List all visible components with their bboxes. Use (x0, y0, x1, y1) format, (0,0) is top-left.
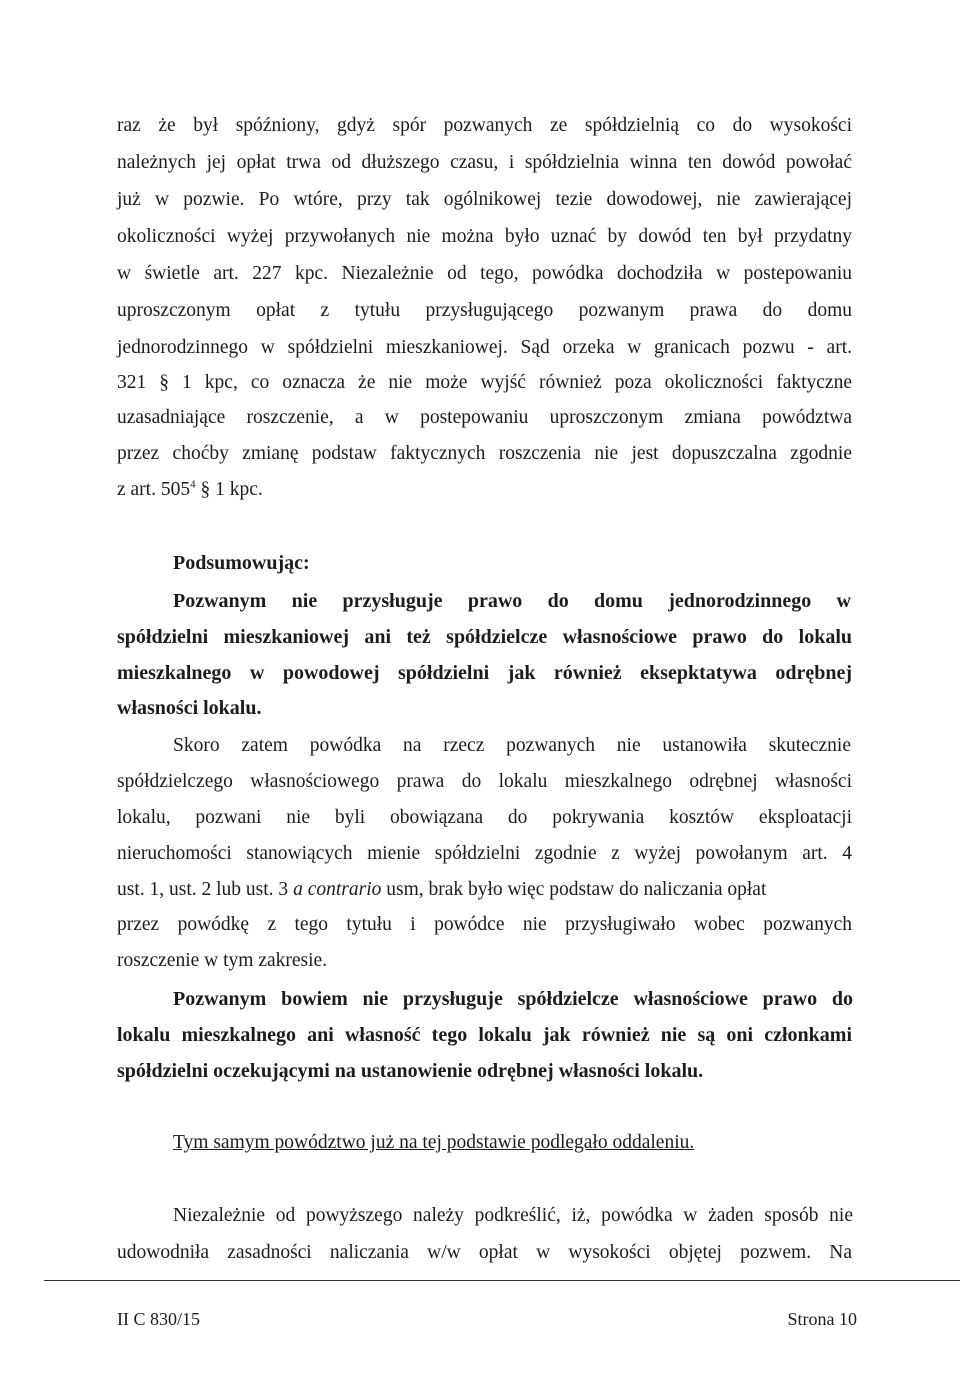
para2-line-5 (117, 877, 852, 903)
para3-line-1: Niezależnie od powyższego należy podkreślić, iż, powódka w żaden sposób nie (173, 1205, 853, 1226)
para2-line-2: spółdzielczego własnościowego prawa do lokalu mieszkalnego odrębnej własności (117, 771, 852, 792)
body-line-11-pre: z art. 505 (117, 479, 191, 500)
body-line-5: w świetle art. 227 kpc. Niezależnie od tego, powódka dochodziła w postepowaniu (117, 263, 852, 284)
para2-line-6: przez powódkę z tego tytułu i powódce nie przysługiwało wobec pozwanych (117, 914, 852, 935)
body-line-8: 321 § 1 kpc, co oznacza że nie może wyjść również poza okoliczności faktyczne (117, 372, 852, 393)
summary-line-1: Pozwanym nie przysługuje prawo do domu jednorodzinnego w (173, 590, 851, 612)
para2-line-7: roszczenie w tym zakresie. (117, 950, 328, 971)
body-line-10: przez choćby zmianę podstaw faktycznych roszczenia nie jest dopuszczalna zgodnie (117, 443, 852, 464)
para2-line-3: lokalu, pozwani nie byli obowiązana do pokrywania kosztów eksploatacji (117, 807, 852, 828)
para2-line-5-post: usm, brak było więc podstaw do naliczania opłat (381, 879, 767, 900)
body-line-7: jednorodzinnego w spółdzielni mieszkaniowej. Sąd orzeka w granicach pozwu - art. (117, 337, 852, 358)
body-line-11 (117, 477, 852, 503)
bold2-line-3: spółdzielni oczekującymi na ustanowienie odrębnej własności lokalu. (117, 1060, 704, 1082)
page-number: Strona 10 (787, 1309, 857, 1329)
bold2-line-2: lokalu mieszkalnego ani własność tego lokalu jak również nie są oni członkami (117, 1024, 852, 1046)
body-line-9: uzasadniające roszczenie, a w postepowaniu uproszczonym zmiana powództwa (117, 407, 852, 428)
case-number: II C 830/15 (117, 1309, 200, 1329)
body-line-11-post: § 1 kpc. (195, 479, 263, 500)
summary-heading: Podsumowując: (173, 552, 310, 574)
body-line-1: raz że był spóźniony, gdyż spór pozwanych ze spółdzielnią co do wysokości (117, 115, 852, 136)
para2-line-4: nieruchomości stanowiących mienie spółdzielni zgodnie z wyżej powołanym art. 4 (117, 843, 852, 864)
para2-line-1: Skoro zatem powódka na rzecz pozwanych nie ustanowiła skutecznie (173, 735, 851, 756)
summary-line-4: własności lokalu. (117, 697, 262, 719)
para2-line-5-pre: ust. 1, ust. 2 lub ust. 3 (117, 879, 294, 900)
para3-line-2: udowodniła zasadności naliczania w/w opłat w wysokości objętej pozwem. Na (117, 1242, 852, 1263)
bold2-line-1: Pozwanym bowiem nie przysługuje spółdzielcze własnościowe prawo do (173, 988, 853, 1010)
a-contrario-text: a contrario (293, 879, 382, 900)
body-line-3: już w pozwie. Po wtóre, przy tak ogólnikowej tezie dowodowej, nie zawierającej (117, 189, 852, 210)
article-superscript: 4 (190, 478, 196, 491)
footer-divider (44, 1280, 960, 1281)
body-line-4: okoliczności wyżej przywołanych nie można było uznać by dowód ten był przydatny (117, 226, 852, 247)
summary-line-3: mieszkalnego w powodowej spółdzielni jak również eksepktatywa odrębnej (117, 662, 852, 684)
body-line-6: uproszczonym opłat z tytułu przysługującego pozwanym prawa do domu (117, 300, 852, 321)
body-line-2: należnych jej opłat trwa od dłuższego czasu, i spółdzielnia winna ten dowód powołać (117, 152, 852, 173)
conclusion-line: Tym samym powództwo już na tej podstawie podlegało oddaleniu. (173, 1132, 695, 1153)
summary-line-2: spółdzielni mieszkaniowej ani też spółdzielcze własnościowe prawo do lokalu (117, 626, 852, 648)
